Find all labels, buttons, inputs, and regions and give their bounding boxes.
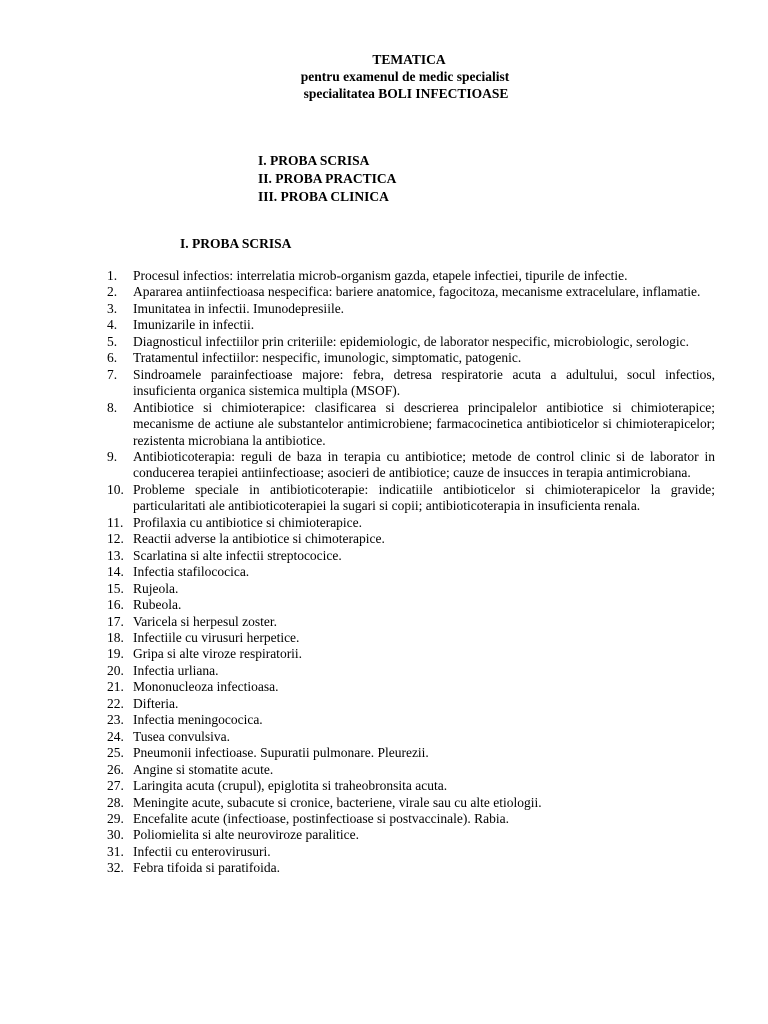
list-item-text: Imunitatea in infectii. Imunodepresiile. — [133, 300, 345, 316]
list-item-text: Apararea antiinfectioasa nespecifica: bariere anatomice, fagocitoza, mecanisme extracelulare, inflamatie. — [133, 284, 701, 300]
list-item — [107, 482, 715, 515]
list-item-number: 7. — [107, 366, 118, 382]
list-item-number: 17. — [107, 613, 124, 629]
list-item — [107, 581, 715, 597]
list-item — [107, 827, 715, 843]
list-item-text: Scarlatina si alte infectii streptococice. — [133, 547, 342, 563]
list-item-number: 16. — [107, 597, 124, 613]
list-item-text: Antibioticoterapia: reguli de baza in terapia cu antibiotice; metode de control clinic si de laborator in conducerea terapiei antiinfectioase; asocieri de antibiotice; cauze de insucces in terapia antimicrobiana. — [133, 448, 715, 481]
list-item-number: 23. — [107, 712, 124, 728]
list-item — [107, 268, 715, 284]
list-item — [107, 367, 715, 400]
list-item — [107, 795, 715, 811]
list-item — [107, 449, 715, 482]
document-header — [0, 51, 768, 102]
list-item — [107, 301, 715, 317]
list-item-number: 20. — [107, 662, 124, 678]
list-item-text: Encefalite acute (infectioase, postinfectioase si postvaccinale). Rabia. — [133, 810, 509, 826]
list-item-number: 14. — [107, 564, 124, 580]
list-item-text: Difteria. — [133, 695, 179, 711]
list-item — [107, 614, 715, 630]
list-item — [107, 564, 715, 580]
list-item-text: Varicela si herpesul zoster. — [133, 613, 277, 629]
list-item-text: Rujeola. — [133, 580, 179, 596]
list-item-text: Procesul infectios: interrelatia microb-organism gazda, etapele infectiei, tipurile de infectie. — [133, 268, 628, 283]
list-item-text: Probleme speciale in antibioticoterapie: indicatiile antibioticelor si chimioterapicelor la gravide; particularitati ale antibioticoterapiei la sugari si copii; antibioticoterapia in insuficienta renala. — [133, 481, 715, 514]
list-item-text: Infectii cu enterovirusuri. — [133, 843, 271, 859]
list-item — [107, 630, 715, 646]
list-item-number: 32. — [107, 860, 124, 876]
list-item-text: Infectia urliana. — [133, 662, 219, 678]
list-item-text: Tratamentul infectiilor: nespecific, imunologic, simptomatic, patogenic. — [133, 350, 522, 366]
list-item — [107, 712, 715, 728]
list-item-number: 8. — [107, 399, 118, 415]
document-subtitle: pentru examenul de medic specialist — [300, 69, 510, 84]
list-item — [107, 597, 715, 613]
list-item — [107, 844, 715, 860]
list-item-text: Profilaxia cu antibiotice si chimioterapice. — [133, 514, 363, 530]
list-item-text: Rubeola. — [133, 597, 182, 613]
list-item-number: 22. — [107, 695, 124, 711]
list-item-text: Febra tifoida si paratifoida. — [133, 860, 280, 876]
list-item — [107, 548, 715, 564]
list-item-number: 31. — [107, 843, 124, 859]
list-item-text: Imunizarile in infectii. — [133, 317, 255, 333]
list-item-number: 28. — [107, 794, 124, 810]
list-item — [107, 515, 715, 531]
list-item-text: Poliomielita si alte neuroviroze paralitice. — [133, 827, 360, 843]
list-item-number: 13. — [107, 547, 124, 563]
list-item-number: 19. — [107, 646, 124, 662]
section-item: I. PROBA SCRISA — [258, 153, 370, 168]
list-item-number: 2. — [107, 284, 118, 300]
document-specialty: specialitatea BOLI INFECTIOASE — [303, 86, 509, 101]
list-item — [107, 284, 715, 300]
section-item: III. PROBA CLINICA — [258, 189, 389, 204]
list-item — [107, 778, 715, 794]
list-item-number: 1. — [107, 268, 118, 283]
list-item-number: 5. — [107, 333, 118, 349]
list-item — [107, 762, 715, 778]
section-item: II. PROBA PRACTICA — [258, 171, 397, 186]
list-item-text: Gripa si alte viroze respiratorii. — [133, 646, 303, 662]
list-item-number: 11. — [107, 514, 124, 530]
list-item — [107, 400, 715, 449]
list-item-number: 21. — [107, 679, 124, 695]
list-item-number: 3. — [107, 300, 118, 316]
list-item-text: Meningite acute, subacute si cronice, bacteriene, virale sau cu alte etiologii. — [133, 794, 542, 810]
list-item-number: 18. — [107, 629, 124, 645]
list-item-number: 27. — [107, 778, 124, 794]
list-item-number: 6. — [107, 350, 118, 366]
list-item-number: 25. — [107, 745, 124, 761]
list-item-text: Laringita acuta (crupul), epiglotita si traheobronsita acuta. — [133, 778, 448, 794]
list-item — [107, 745, 715, 761]
list-item — [107, 860, 715, 876]
list-item — [107, 317, 715, 333]
section-heading: I. PROBA SCRISA — [180, 236, 292, 251]
list-item-text: Infectia meningococica. — [133, 712, 263, 728]
list-item-number: 12. — [107, 531, 124, 547]
list-item-text: Pneumonii infectioase. Supuratii pulmonare. Pleurezii. — [133, 745, 429, 761]
list-item — [107, 646, 715, 662]
list-item-number: 15. — [107, 580, 124, 596]
list-item-number: 9. — [107, 448, 118, 464]
list-item-number: 26. — [107, 761, 124, 777]
list-item-text: Angine si stomatite acute. — [133, 761, 274, 777]
list-item — [107, 663, 715, 679]
list-item-text: Sindroamele parainfectioase majore: febra, detresa respiratorie acuta a adultului, socul infectios, insuficienta organica sistemica multipla (MSOF). — [133, 366, 715, 399]
list-item — [107, 696, 715, 712]
list-item-text: Reactii adverse la antibiotice si chimoterapice. — [133, 531, 385, 547]
list-item — [107, 350, 715, 366]
list-item-text: Infectiile cu virusuri herpetice. — [133, 629, 300, 645]
list-item — [107, 811, 715, 827]
list-item-number: 29. — [107, 810, 124, 826]
list-item-number: 10. — [107, 481, 124, 497]
list-item — [107, 679, 715, 695]
list-item — [107, 334, 715, 350]
list-item — [107, 531, 715, 547]
list-item-number: 4. — [107, 317, 118, 333]
document-title: TEMATICA — [372, 52, 446, 67]
list-item — [107, 729, 715, 745]
topic-list — [107, 268, 715, 877]
section-overview — [258, 152, 396, 206]
list-item-text: Antibiotice si chimioterapice: clasificarea si descrierea principalelor antibiotice si chimioterapice; mecanisme de actiune ale substantelor antimicrobiene; farmacocinetica antibioticelor si chimioterapicelor; rezistenta microbiana la antibiotice. — [133, 399, 715, 448]
list-item-number: 30. — [107, 827, 124, 843]
list-item-number: 24. — [107, 728, 124, 744]
list-item-text: Diagnosticul infectiilor prin criteriile: epidemiologic, de laborator nespecific, microbiologic, serologic. — [133, 333, 689, 349]
list-item-text: Tusea convulsiva. — [133, 728, 230, 744]
list-item-text: Mononucleoza infectioasa. — [133, 679, 279, 695]
list-item-text: Infectia stafilococica. — [133, 564, 250, 580]
